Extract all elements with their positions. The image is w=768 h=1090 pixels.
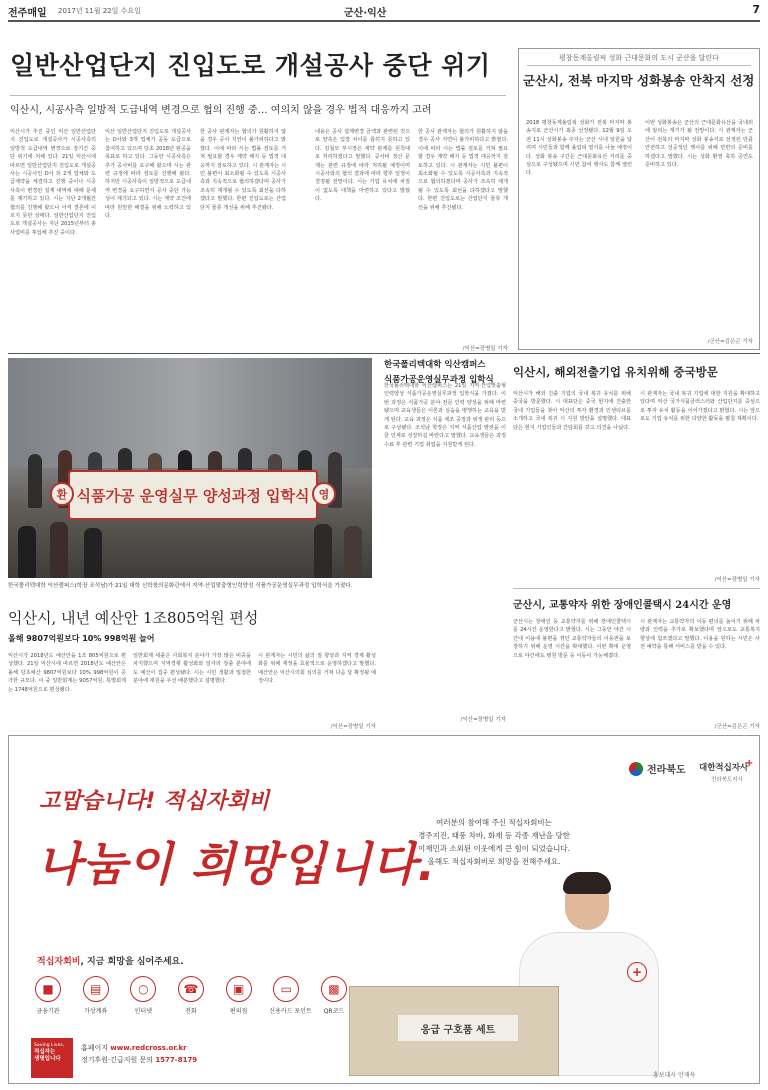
lead-column-3: 한 공사 관계자는 협의가 원활하지 않을 경우 공사 지연이 불가피하다고 밝혔다. 이에 따라 시는 법률 검토를 거쳐 필요할 경우 계약 해지 등 법적 대응까지 검토하고 있다. 시 관계자는 시민 불편이 최소화될 수 있도록 시공사측과 지속적으로 협의하겠다며 공사가 조속히 재개될 수 있도록 최선을 다하겠다고 말했다. 한편 진입도로는 산업단지 물류 개선을 위해 추진됐다. <box>200 129 286 211</box>
payment-phone-label: 전화 <box>185 1008 197 1015</box>
graduation-photo <box>8 358 372 578</box>
payment-virtual-account <box>79 976 113 1026</box>
virtual-account-icon: ▤ <box>83 976 109 1002</box>
payment-card-points <box>269 976 312 1026</box>
china-column-1: 익산시가 해외 진출 기업의 국내 복귀 유치를 위해 중국을 방문했다. 시 대표단은 중국 현지에 진출한 국내 기업들을 찾아 익산의 투자 환경과 인센티브를 소개하고 국내 복귀 시 지원 방안을 설명했다. 대표단은 현지 기업인들과 간담회를 갖고 의견을 나눴다. <box>513 391 631 431</box>
lead-column-4: 내용은 공사 설계변경 금액과 관련된 것으로 양측은 입장 차이를 좁히지 못하고 있다. 김철모 부시장은 계약 관계를 원칙대로 처리하겠다고 말했다. 공사비 정산 문제는 관련 규정에 따라 처리될 예정이며 시공사와의 협의 결과에 따라 향후 일정이 결정될 전망이다. 시는 기업 유치에 차질이 없도록 대책을 마련하고 있다고 밝혔다. <box>315 129 410 203</box>
polytech-byline: /익산=장병일 기자 <box>460 717 506 723</box>
banner-sign <box>56 470 330 520</box>
budget-column-2: 일반회계 세출은 사회복지 분야가 가장 많은 비중을 차지했으며 지역경제 활성화와 일자리 창출 분야에도 예산이 집중 편성됐다. 시는 시민 생활과 밀접한 분야에 재원을 우선 배분했다고 설명했다. <box>133 653 251 685</box>
ad-homepage-url[interactable]: www.redcross.or.kr <box>110 1044 187 1052</box>
ad-message-line4: 올해도 적십자회비로 희망을 전해주세요. <box>427 857 561 866</box>
polytech-headline <box>384 358 514 385</box>
china-headline: 익산시, 해외전출기업 유치위해 중국방문 <box>513 365 718 379</box>
relief-box-text: 응급 구호품 세트 <box>420 1024 496 1036</box>
ad-script-top: 고맙습니다! 적십자회비 <box>39 789 270 814</box>
store-icon: ▣ <box>226 976 252 1002</box>
olympics-byline: /군산=김은곤 기자 <box>707 339 753 345</box>
polytech-headline-line1: 한국폴리텍대학 익산캠퍼스 <box>384 360 486 370</box>
ad-logo <box>629 756 754 792</box>
payment-phone <box>174 976 208 1026</box>
bank-icon: ■ <box>35 976 61 1002</box>
ad-contact <box>81 1042 197 1066</box>
red-cross-ad <box>8 735 760 1084</box>
payment-bank <box>31 976 65 1026</box>
ambassador-hair <box>563 872 611 894</box>
paper-name: 전주매일 <box>8 8 47 19</box>
ambassador-credit: 홍보대사 안재욱 <box>653 1072 696 1079</box>
payment-store-label: 편의점 <box>229 1008 248 1015</box>
red-cross-icon: + <box>745 758 754 769</box>
badge-line1: Saving Lives, <box>34 1043 65 1048</box>
bus-column-2: 시 관계자는 교통약자의 이동 편의를 높이기 위해 차량과 인력을 추가로 확보했다며 앞으로도 교통복지 향상에 힘쓰겠다고 말했다. 이용을 원하는 시민은 사전 예약을 통해 서비스를 받을 수 있다. <box>640 619 760 651</box>
ad-message-line2: 경주지진, 태풍 차바, 화재 등 각종 재난을 당한 <box>418 831 570 840</box>
budget-subhead: 올해 9807억원보다 10% 998억원 늘어 <box>8 634 155 643</box>
bus-headline: 군산시, 교통약자 위한 장애인콜택시 24시간 운영 <box>513 600 732 611</box>
polytech-headline-line2: 식품가공운영실무과정 입학식 <box>384 375 494 385</box>
lead-subhead: 익산시, 시공사측 일방적 도급내역 변경으로 협의 진행 중… 여의치 않을 경우 법적 대응까지 고려 <box>10 105 432 116</box>
budget-byline: /익산=장병일 기자 <box>330 724 376 730</box>
lead-column-2: 익산 일반산업단지 진입도로 개설공사는 D사와 3개 업체가 공동 도급으로 참여하고 있으며 당초 2018년 완공을 목표로 하고 있다. 그동안 시공사측은 추가 공사비를 요구해 왔으며 시는 관련 규정에 따라 검토를 진행해 왔다. 하지만 시공사측이 일방적으로 도급내역 변경을 요구하면서 공사 중단 가능성이 제기되고 있다. 시는 계약 조건에 따라 원만한 해결을 위해 노력하고 있다. <box>105 129 191 220</box>
payment-bank-label: 금융기관 <box>36 1008 60 1015</box>
payment-methods <box>31 976 351 1026</box>
budget-column-3: 시 관계자는 시민의 삶의 질 향상과 지역 경제 활성화를 위해 재정을 효율적으로 운영하겠다고 말했다. 예산안은 익산시의회 심의를 거쳐 다음 달 확정될 예정이다. <box>258 653 376 685</box>
ad-message-line1: 여러분의 참여해 주신 적십자회비는 <box>436 818 552 827</box>
budget-column-1: 익산시가 2018년도 예산안을 1조 805억원으로 편성했다. 21일 익산시에 따르면 2018년도 예산안은 올해 당초예산 9807억원보다 10% 998억원이 증가한 규모다. 이 중 일반회계는 9057억원, 특별회계는 1748억원으로 편성됐다. <box>8 653 126 693</box>
sign-right-badge: 영 <box>312 482 336 506</box>
payment-internet <box>126 976 160 1026</box>
masthead <box>8 3 760 19</box>
jeonbuk-logo-icon <box>629 762 643 776</box>
phone-icon: ☎ <box>178 976 204 1002</box>
china-column-2: 시 관계자는 국내 복귀 기업에 대한 지원을 확대하고 있다며 익산 국가식품클러스터와 산업단지를 중심으로 투자 유치 활동을 이어가겠다고 밝혔다. 시는 앞으로도 기업 유치를 위한 다양한 활동을 펼칠 계획이다. <box>640 391 760 423</box>
badge-line2: 적십자는 <box>34 1049 56 1055</box>
lead-subhead-rule <box>10 95 506 96</box>
payment-qr <box>317 976 351 1026</box>
ad-slogan <box>37 954 184 967</box>
ad-phone <box>81 1054 197 1066</box>
ad-script-big: 나눔이 희망입니다. <box>37 837 436 891</box>
card-icon: ▭ <box>273 976 299 1002</box>
page-number: 7 <box>752 3 760 16</box>
qr-icon: ▩ <box>321 976 347 1002</box>
ad-phone-number: 1577-8179 <box>155 1056 198 1064</box>
payment-card-points-label: 신용카드 포인트 <box>269 1008 312 1015</box>
ad-slogan-red: 적십자회비 <box>37 957 81 967</box>
olympics-kicker-rule <box>527 65 751 66</box>
header-rule <box>8 20 760 22</box>
bus-top-rule <box>513 588 760 589</box>
photo-caption: 한국폴리텍대학 익산캠퍼스(학장 조석남)가 21일 대학 신학창의문화관에서 지역·산업맞춤형인력양성 식품가공운영실무과정 입학식을 가졌다. <box>8 583 353 589</box>
china-byline: /익산=장병일 기자 <box>714 577 760 583</box>
payment-store <box>222 976 256 1026</box>
banner-sign-text: 식품가공 운영실무 양성과정 입학식 <box>76 486 310 505</box>
badge-line3: 생명입니다 <box>34 1056 61 1062</box>
people-row-front <box>14 518 366 578</box>
ad-org-name: 대한적십자사 <box>699 763 749 773</box>
lead-column-5: 한 공사 관계자는 협의가 원활하지 않을 경우 공사 지연이 불가피하다고 밝혔다. 이에 따라 시는 법률 검토를 거쳐 필요할 경우 계약 해지 등 법적 대응까지 검토하고 있다. 시 관계자는 시민 불편이 최소화될 수 있도록 시공사측과 지속적으로 협의하겠다며 공사가 조속히 재개될 수 있도록 최선을 다하겠다고 말했다. 한편 진입도로는 산업단지 물류 개선을 위해 추진됐다. <box>418 129 508 211</box>
payment-qr-label: QR코드 <box>323 1008 345 1015</box>
olympics-headline: 군산시, 전북 마지막 성화봉송 안착지 선정 <box>523 73 755 88</box>
issue-date: 2017년 11월 22일 수요일 <box>58 7 141 15</box>
relief-box-label <box>398 1015 518 1041</box>
sign-left-badge: 환 <box>50 482 74 506</box>
ad-homepage-label: 홈페이지 <box>81 1044 109 1052</box>
section-name: 군산·익산 <box>344 8 387 19</box>
ad-phone-label: 정기후원·긴급지원 문의 <box>81 1056 154 1064</box>
internet-icon: ○ <box>130 976 156 1002</box>
olympics-column-1: 2018 평창동계올림픽 성화가 전북 마지막 봉송지로 군산시가 최종 선정됐다. 12월 9일 오전 11시 성화봉송 주자는 군산 시내 일원을 달리며 시민들과 함께 올림픽 열기를 나눌 예정이다. 성화 봉송 구간은 근대문화유산 거리를 중심으로 구성됐으며 시민 참여 행사도 함께 열린다. <box>526 120 632 177</box>
payment-virtual-account-label: 가상계좌 <box>84 1008 108 1015</box>
lead-column-1: 익산시가 추진 중인 익산 일반산업단지 진입도로 개설공사가 시공사측의 일방적 도급내역 변경으로 장기간 중단 위기에 처해 있다. 21일 익산시에 따르면 일반산업단지 진입도로 개설공사는 시공사인 D사 외 2개 업체와 도급계약을 체결하고 진행 중이나 시공사측이 변경된 설계 내역에 대해 문제를 제기하고 있다. 시는 지난 2개월간 협의를 진행해 왔으나 아직 결론에 이르지 못한 상태다. 일반산업단지 진입도로 개설공사는 지난 2015년부터 총사업비를 투입해 추진 중이다. <box>10 129 96 236</box>
polytech-text: 한국폴리텍대학 익산캠퍼스는 21일 지역·산업맞춤형 인력양성 식품가공운영실무과정 입학식을 가졌다. 이번 과정은 식품가공 분야 전문 인력 양성을 위해 마련됐으며 교육생들은 이론과 실습을 병행하는 교육을 받게 된다. 교육 과정은 식품 제조 공정과 위생 관리 등으로 구성됐다. 조석남 학장은 지역 식품산업 발전을 이끌 인재로 성장하길 바란다고 말했다. 교육생들은 과정 수료 후 관련 기업 취업을 지원받게 된다. <box>384 383 506 448</box>
bus-column-1: 군산시는 장애인 등 교통약자를 위해 장애인콜택시를 24시간 운영한다고 밝혔다. 시는 그동안 야간 시간대 이용에 불편을 겪던 교통약자들의 이동권을 보장하기 위해 운영 시간을 확대했다. 이번 확대 운영으로 야간에도 병원 방문 등 이동이 가능해졌다. <box>513 619 631 659</box>
lead-headline: 일반산업단지 진입도로 개설공사 중단 위기 <box>10 51 491 80</box>
ad-message <box>369 816 619 868</box>
ad-org-sub: 전라북도지사 <box>711 777 743 783</box>
ad-slogan-rest: , 지금 희망을 심어주세요. <box>80 957 184 967</box>
mid-rule <box>8 353 760 354</box>
olympics-kicker: 평창동계올림픽 성화 근대문화의 도시 군산을 달린다 <box>559 54 719 62</box>
vest-cross-icon: + <box>627 962 647 982</box>
budget-headline: 익산시, 내년 예산안 1조805억원 편성 <box>8 609 259 627</box>
ad-homepage <box>81 1042 197 1054</box>
ad-message-line3: 이재민과 소외된 이웃에게 큰 힘이 되었습니다. <box>418 844 570 853</box>
payment-internet-label: 인터넷 <box>134 1008 152 1015</box>
olympics-box <box>518 48 760 350</box>
lead-byline: /익산=장병일 기자 <box>462 346 508 352</box>
ad-org-brand: 전라북도 <box>647 765 686 776</box>
saving-lives-badge <box>31 1038 73 1078</box>
olympics-column-2: 이번 성화봉송은 군산의 근대문화유산을 국내외에 알리는 계기가 될 전망이다. 시 관계자는 군산이 전북의 마지막 성화 봉송지로 선정된 만큼 안전하고 성공적인 행사를 위해 만반의 준비를 하겠다고 말했다. 시는 성화 환영 축하 공연도 준비하고 있다. <box>645 120 753 169</box>
relief-box <box>349 986 559 1076</box>
bus-byline: /군산=김은곤 기자 <box>714 724 760 730</box>
